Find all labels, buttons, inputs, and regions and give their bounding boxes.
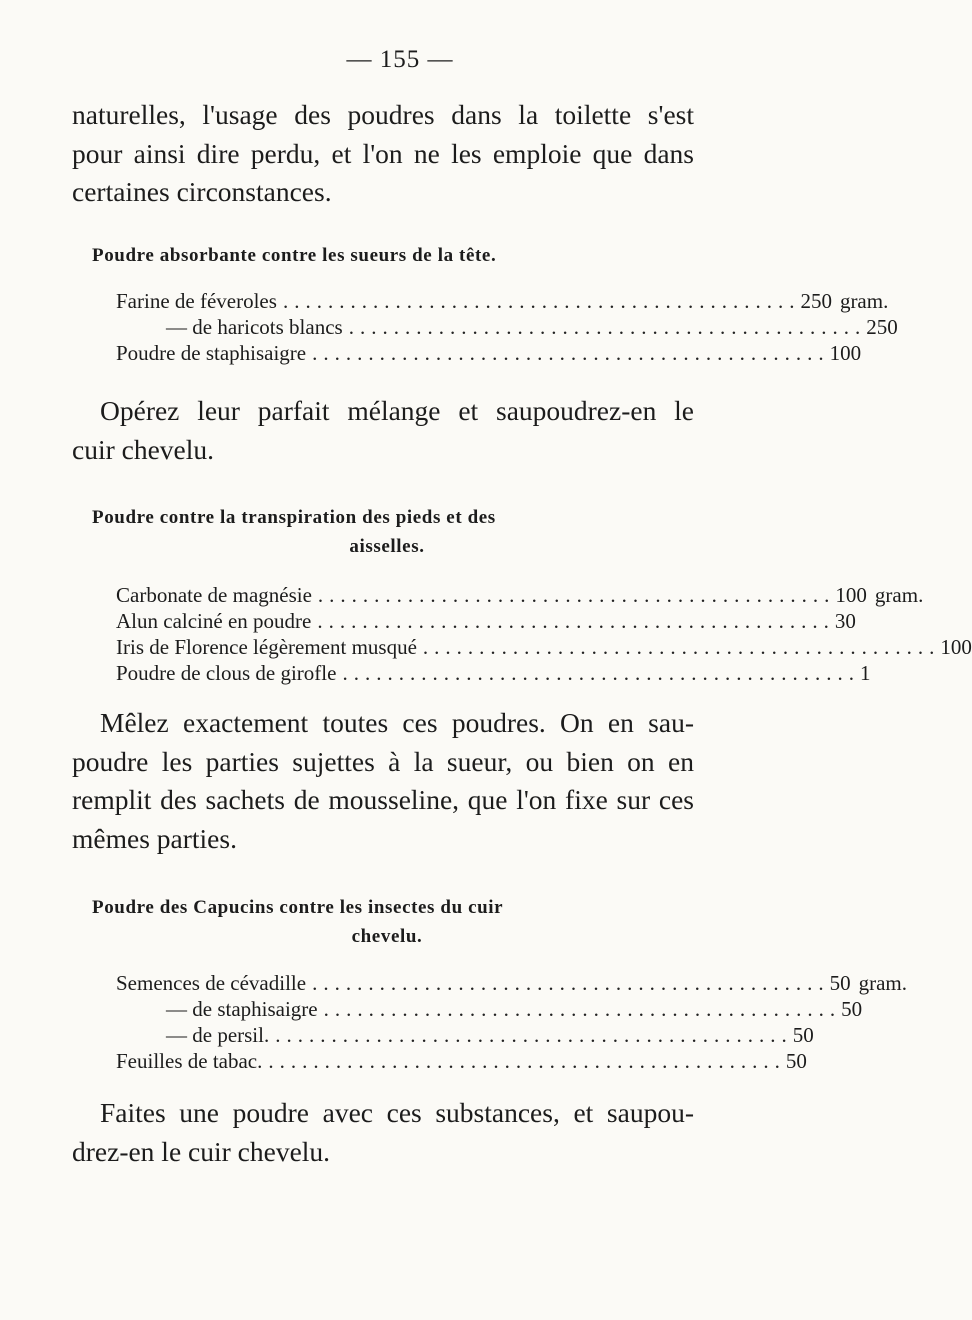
intro-paragraph bbox=[72, 96, 694, 212]
ingredient-unit: gram. bbox=[839, 289, 889, 313]
ingredient-label: Farine de féveroles bbox=[116, 289, 277, 313]
text-line: remplit des sachets de mousseline, que l'on fixe sur ces bbox=[72, 784, 694, 815]
recipe-list-absorbante bbox=[116, 288, 898, 366]
text-line: mêmes parties. bbox=[72, 822, 237, 854]
recipe-row bbox=[116, 1022, 814, 1048]
heading-line: aisselles. bbox=[349, 536, 425, 557]
page-number: — 155 — bbox=[346, 46, 454, 73]
ingredient-quantity: 250 bbox=[866, 315, 898, 339]
text-line: drez-en le cuir chevelu. bbox=[72, 1135, 331, 1167]
text-line: cuir chevelu. bbox=[72, 433, 215, 465]
instructions-transpiration bbox=[72, 704, 694, 858]
ingredient-quantity: 30 bbox=[834, 609, 856, 633]
recipe-row bbox=[116, 970, 907, 996]
ingredient-quantity: 250 bbox=[800, 289, 832, 313]
ingredient-quantity: 50 bbox=[841, 997, 863, 1021]
recipe-row bbox=[116, 582, 924, 608]
text-line: certaines circonstances. bbox=[72, 176, 332, 207]
ingredient-label: Iris de Florence légèrement musqué bbox=[116, 635, 417, 659]
ingredient-label: — de staphisaigre bbox=[166, 997, 318, 1021]
leader-dots: .............................................. bbox=[323, 997, 842, 1021]
leader-dots: .............................................. bbox=[317, 609, 835, 633]
ingredient-quantity: 1 bbox=[859, 661, 871, 685]
recipe-row bbox=[116, 660, 871, 686]
ingredient-quantity: 50 bbox=[829, 971, 851, 995]
heading-line: Poudre absorbante contre les sueurs de la tête. bbox=[92, 245, 497, 266]
text-line: naturelles, l'usage des poudres dans la toilette s'est bbox=[72, 99, 694, 130]
ingredient-quantity: 100 bbox=[835, 583, 867, 607]
recipe-row bbox=[116, 288, 889, 314]
text-line: Faites une poudre avec ces substances, et saupou- bbox=[100, 1097, 694, 1128]
ingredient-quantity: 100 bbox=[940, 635, 972, 659]
leader-dots: .............................................. bbox=[312, 341, 830, 365]
ingredient-unit: gram. bbox=[874, 583, 924, 607]
ingredient-label: Poudre de staphisaigre bbox=[116, 341, 307, 365]
ingredient-quantity: 100 bbox=[829, 341, 862, 365]
leader-dots: .............................................. bbox=[342, 661, 860, 685]
heading-line: Poudre des Capucins contre les insectes du cuir bbox=[92, 897, 504, 918]
leader-dots: .............................................. bbox=[275, 1023, 793, 1047]
section-heading-absorbante bbox=[92, 241, 682, 270]
leader-dots: .............................................. bbox=[268, 1049, 786, 1073]
leader-dots: .............................................. bbox=[348, 315, 867, 339]
heading-line: Poudre contre la transpiration des pieds et des bbox=[92, 507, 496, 528]
heading-line: chevelu. bbox=[351, 926, 423, 947]
text-line: poudre les parties sujettes à la sueur, ou bien on en bbox=[72, 745, 694, 777]
ingredient-quantity: 50 bbox=[785, 1049, 807, 1073]
ingredient-label: Semences de cévadille bbox=[116, 971, 307, 995]
recipe-row bbox=[116, 1048, 807, 1074]
ingredient-label: Alun calciné en poudre bbox=[116, 609, 312, 633]
ingredient-label: — de persil. bbox=[166, 1023, 270, 1047]
recipe-list-transpiration bbox=[116, 582, 972, 686]
leader-dots: .............................................. bbox=[282, 289, 801, 313]
ingredient-label: Carbonate de magnésie bbox=[116, 583, 312, 607]
recipe-row bbox=[116, 634, 972, 660]
leader-dots: .............................................. bbox=[317, 583, 836, 607]
text-line: Mêlez exactement toutes ces poudres. On en sau- bbox=[100, 707, 694, 738]
instructions-capucins bbox=[72, 1094, 694, 1171]
ingredient-label: Feuilles de tabac. bbox=[116, 1049, 263, 1073]
section-heading-transpiration bbox=[92, 503, 682, 561]
recipe-row bbox=[116, 340, 862, 366]
text-line: pour ainsi dire perdu, et l'on ne les emploie que dans bbox=[72, 137, 694, 169]
ingredient-label: — de haricots blancs bbox=[166, 315, 343, 339]
leader-dots: .............................................. bbox=[422, 635, 941, 659]
recipe-row bbox=[116, 996, 863, 1022]
text-line: Opérez leur parfait mélange et saupoudrez-en le bbox=[100, 395, 694, 426]
ingredient-quantity: 50 bbox=[792, 1023, 814, 1047]
ingredient-unit: gram. bbox=[858, 971, 907, 995]
leader-dots: .............................................. bbox=[312, 971, 830, 995]
recipe-list-capucins bbox=[116, 970, 907, 1074]
recipe-row bbox=[116, 608, 856, 634]
ingredient-label: Poudre de clous de girofle bbox=[116, 661, 337, 685]
recipe-row bbox=[116, 314, 898, 340]
instructions-absorbante bbox=[72, 392, 694, 469]
section-heading-capucins bbox=[92, 893, 682, 951]
